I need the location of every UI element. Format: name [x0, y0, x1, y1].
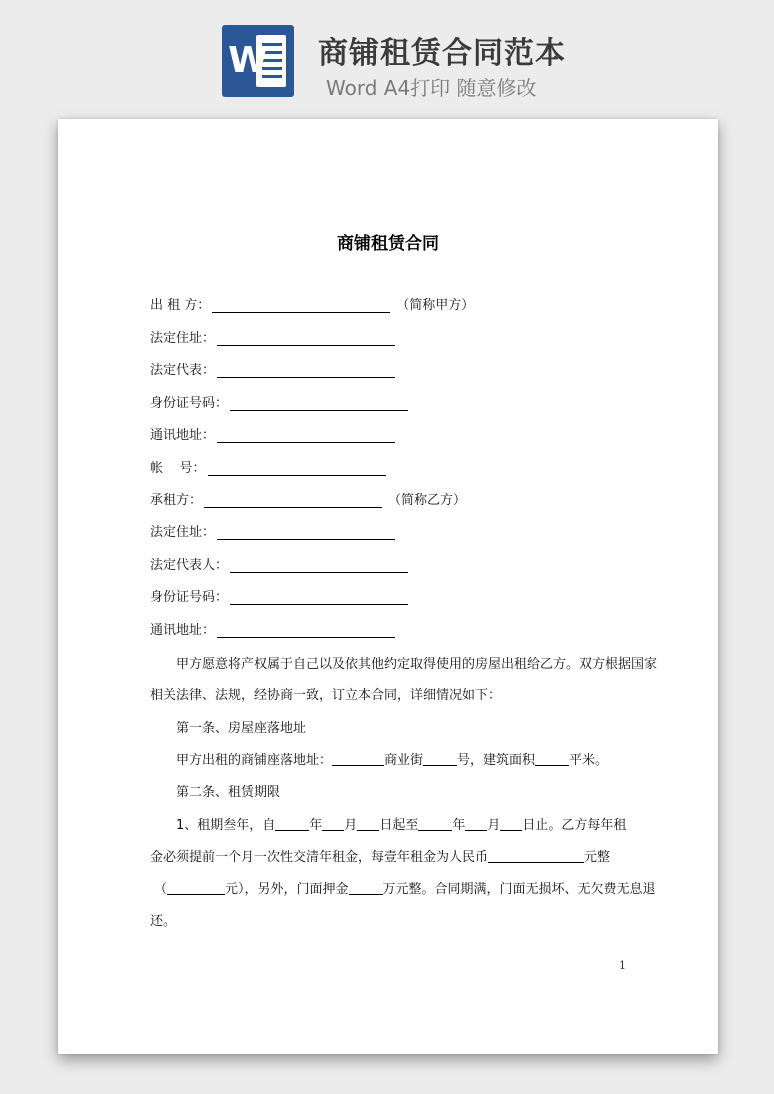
input-blank[interactable]: [217, 363, 395, 378]
text: 日止。乙方每年租: [522, 818, 627, 833]
text: 元），另外，门面押金: [225, 882, 349, 897]
input-blank[interactable]: [500, 817, 522, 831]
input-blank[interactable]: [322, 817, 344, 831]
text: 日起至: [379, 818, 419, 833]
input-blank[interactable]: [465, 817, 487, 831]
input-blank[interactable]: [212, 298, 390, 313]
field-label: 法定住址：: [150, 525, 216, 540]
text: 1、租期叁年，自: [176, 818, 276, 833]
field-label: 承租方：: [150, 493, 203, 508]
text: 元整: [584, 850, 611, 865]
field-lessee-address: [150, 520, 395, 540]
field-lessor-contact-address: [150, 423, 395, 443]
field-suffix: （简称乙方）: [388, 493, 467, 508]
field-label: 出 租 方：: [150, 298, 211, 313]
text: 甲方出租的商铺座落地址：: [176, 753, 333, 768]
article-1-address: [176, 749, 608, 768]
field-lessee: [150, 488, 466, 508]
deposit-line: [154, 878, 656, 897]
field-lessor: [150, 293, 474, 313]
input-blank[interactable]: [217, 331, 395, 346]
text: 商业街: [384, 753, 424, 768]
text: 金必须提前一个月一次性交清年租金，每壹年租金为人民币: [150, 850, 489, 865]
input-blank[interactable]: [332, 752, 384, 766]
text: 平米。: [569, 753, 609, 768]
header: [0, 0, 774, 110]
text: 万元整。合同期满，门面无损坏、无欠费无息退: [382, 882, 656, 897]
text: 月: [344, 818, 358, 833]
page-title: 商铺租赁合同范本: [318, 36, 566, 71]
field-label: 身份证号码：: [150, 590, 229, 605]
text: 月: [487, 818, 501, 833]
intro-line-1: 甲方愿意将产权属于自己以及依其他约定取得使用的房屋出租给乙方。双方根据国家: [176, 657, 658, 672]
word-icon: [222, 25, 294, 97]
field-lessee-id: [150, 585, 408, 605]
document-title: 商铺租赁合同: [337, 234, 439, 254]
input-blank[interactable]: [208, 461, 386, 476]
document-page: [58, 119, 718, 1054]
text: （: [154, 882, 168, 897]
field-label: 法定住址：: [150, 331, 216, 346]
page-subtitle: Word A4打印 随意修改: [326, 76, 537, 100]
field-label: 身份证号码：: [150, 396, 229, 411]
field-lessee-contact-address: [150, 618, 395, 638]
input-blank[interactable]: [217, 623, 395, 638]
input-blank[interactable]: [423, 752, 457, 766]
input-blank[interactable]: [418, 817, 452, 831]
input-blank[interactable]: [230, 396, 408, 411]
field-label: 通讯地址：: [150, 623, 216, 638]
field-suffix: （简称甲方）: [396, 298, 475, 313]
field-label: 法定代表人：: [150, 558, 229, 573]
field-label: 通讯地址：: [150, 428, 216, 443]
article-1-title: 第一条、房屋座落地址: [176, 721, 307, 736]
field-lessor-address: [150, 326, 395, 346]
text: 年: [309, 818, 323, 833]
input-blank[interactable]: [357, 817, 379, 831]
field-lessee-representative: [150, 553, 408, 573]
page-number: 1: [619, 959, 626, 972]
input-blank[interactable]: [535, 752, 569, 766]
input-blank[interactable]: [230, 590, 408, 605]
deposit-line-end: 还。: [150, 914, 177, 929]
field-label: 法定代表：: [150, 363, 216, 378]
lease-term-line: [176, 814, 626, 833]
field-lessor-id: [150, 391, 408, 411]
input-blank[interactable]: [349, 881, 383, 895]
article-2-title: 第二条、租赁期限: [176, 785, 281, 800]
input-blank[interactable]: [230, 558, 408, 573]
text: 年: [452, 818, 466, 833]
field-label: 帐 号：: [150, 461, 206, 476]
input-blank[interactable]: [217, 428, 395, 443]
word-icon-letter: W: [228, 40, 268, 81]
text: 号，建筑面积: [457, 753, 536, 768]
rent-line: [150, 846, 610, 865]
field-lessor-representative: [150, 358, 395, 378]
input-blank[interactable]: [204, 493, 382, 508]
input-blank[interactable]: [167, 881, 225, 895]
input-blank[interactable]: [488, 849, 584, 863]
field-account: [150, 456, 386, 476]
input-blank[interactable]: [275, 817, 309, 831]
input-blank[interactable]: [217, 525, 395, 540]
intro-line-2: 相关法律、法规，经协商一致，订立本合同，详细情况如下：: [150, 688, 502, 703]
